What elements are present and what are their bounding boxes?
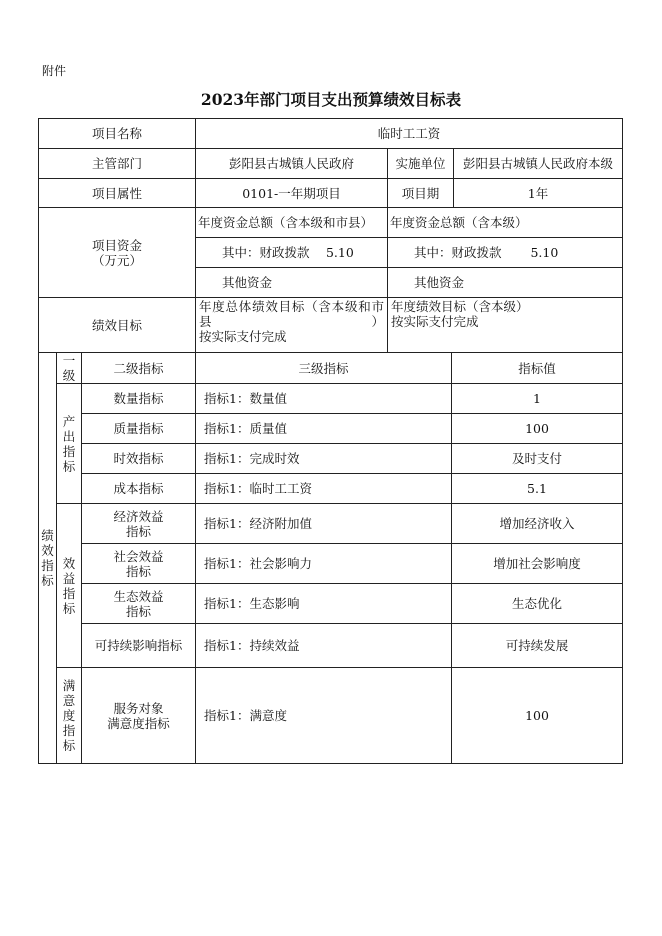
indicator-level3: 指标1：满意度 [196,668,452,764]
col-header-level2: 二级指标 [82,353,196,384]
dept-value: 彭阳县古城镇人民政府 [196,149,388,179]
indicator-row [39,474,623,504]
indicator-value: 1 [452,384,623,414]
indicator-level2: 可持续影响指标 [82,624,196,668]
funds-other-self: 其他资金 [388,268,623,298]
goals-label: 绩效目标 [39,298,196,353]
indicator-value: 100 [452,414,623,444]
indicator-outer-label: 绩效指标 [39,353,57,764]
indicator-level2: 社会效益 指标 [82,544,196,584]
project-info-table [38,118,623,353]
indicator-level3: 指标1：数量值 [196,384,452,414]
goals-overall-self: 年度绩效目标（含本级） 按实际支付完成 [388,298,623,353]
period-value: 1年 [454,179,623,208]
indicator-row [39,668,623,764]
col-header-level3: 三级指标 [196,353,452,384]
dept-label: 主管部门 [39,149,196,179]
attr-value: 0101-一年期项目 [196,179,388,208]
indicator-row [39,504,623,544]
goals-overall-city [196,298,388,353]
indicator-level2: 服务对象 满意度指标 [82,668,196,764]
indicator-row [39,624,623,668]
impl-unit-value: 彭阳县古城镇人民政府本级 [454,149,623,179]
indicator-value: 可持续发展 [452,624,623,668]
indicator-level3: 指标1：经济附加值 [196,504,452,544]
indicator-level2: 质量指标 [82,414,196,444]
indicator-level3: 指标1：持续效益 [196,624,452,668]
indicators-table [38,352,623,764]
indicator-level2: 时效指标 [82,444,196,474]
indicator-level2: 成本指标 [82,474,196,504]
funds-label: 项目资金 （万元） [39,208,196,298]
funds-total-city: 年度资金总额（含本级和市县） [196,208,388,238]
indicator-value: 增加经济收入 [452,504,623,544]
attr-label: 项目属性 [39,179,196,208]
col-header-level1: 一级 [57,353,82,384]
indicator-group-label: 产出指标 [57,384,82,504]
col-header-value: 指标值 [452,353,623,384]
indicator-level3: 指标1：生态影响 [196,584,452,624]
indicator-level2: 生态效益 指标 [82,584,196,624]
indicator-value: 100 [452,668,623,764]
project-name-label: 项目名称 [39,119,196,149]
indicator-row [39,444,623,474]
funds-fiscal-city: 其中：财政拨款 5.10 [196,238,388,268]
indicator-level3: 指标1：临时工工资 [196,474,452,504]
indicator-row [39,414,623,444]
page-title: 2023年部门项目支出预算绩效目标表 [200,90,462,109]
indicator-row [39,544,623,584]
indicator-level2: 经济效益 指标 [82,504,196,544]
indicator-row [39,584,623,624]
indicator-value: 及时支付 [452,444,623,474]
goals-overall-city-tail: 按实际支付完成 [199,329,287,344]
attachment-label: 附件 [42,64,67,78]
indicator-value: 增加社会影响度 [452,544,623,584]
period-label: 项目期 [388,179,454,208]
funds-other-city: 其他资金 [196,268,388,298]
indicator-level2: 数量指标 [82,384,196,414]
indicator-row [39,384,623,414]
indicator-value: 5.1 [452,474,623,504]
funds-total-self: 年度资金总额（含本级） [388,208,623,238]
indicator-level3: 指标1：完成时效 [196,444,452,474]
indicator-group-label: 效益指标 [57,504,82,668]
indicator-level3: 指标1：质量值 [196,414,452,444]
project-name-value: 临时工工资 [196,119,623,149]
indicator-value: 生态优化 [452,584,623,624]
goals-overall-city-head: 年度总体绩效目标（含本级和市县） [199,299,384,329]
indicator-group-label: 满意度指标 [57,668,82,764]
funds-fiscal-self: 其中：财政拨款 5.10 [388,238,623,268]
indicator-level3: 指标1：社会影响力 [196,544,452,584]
indicator-header-row [39,353,623,384]
impl-unit-label: 实施单位 [388,149,454,179]
